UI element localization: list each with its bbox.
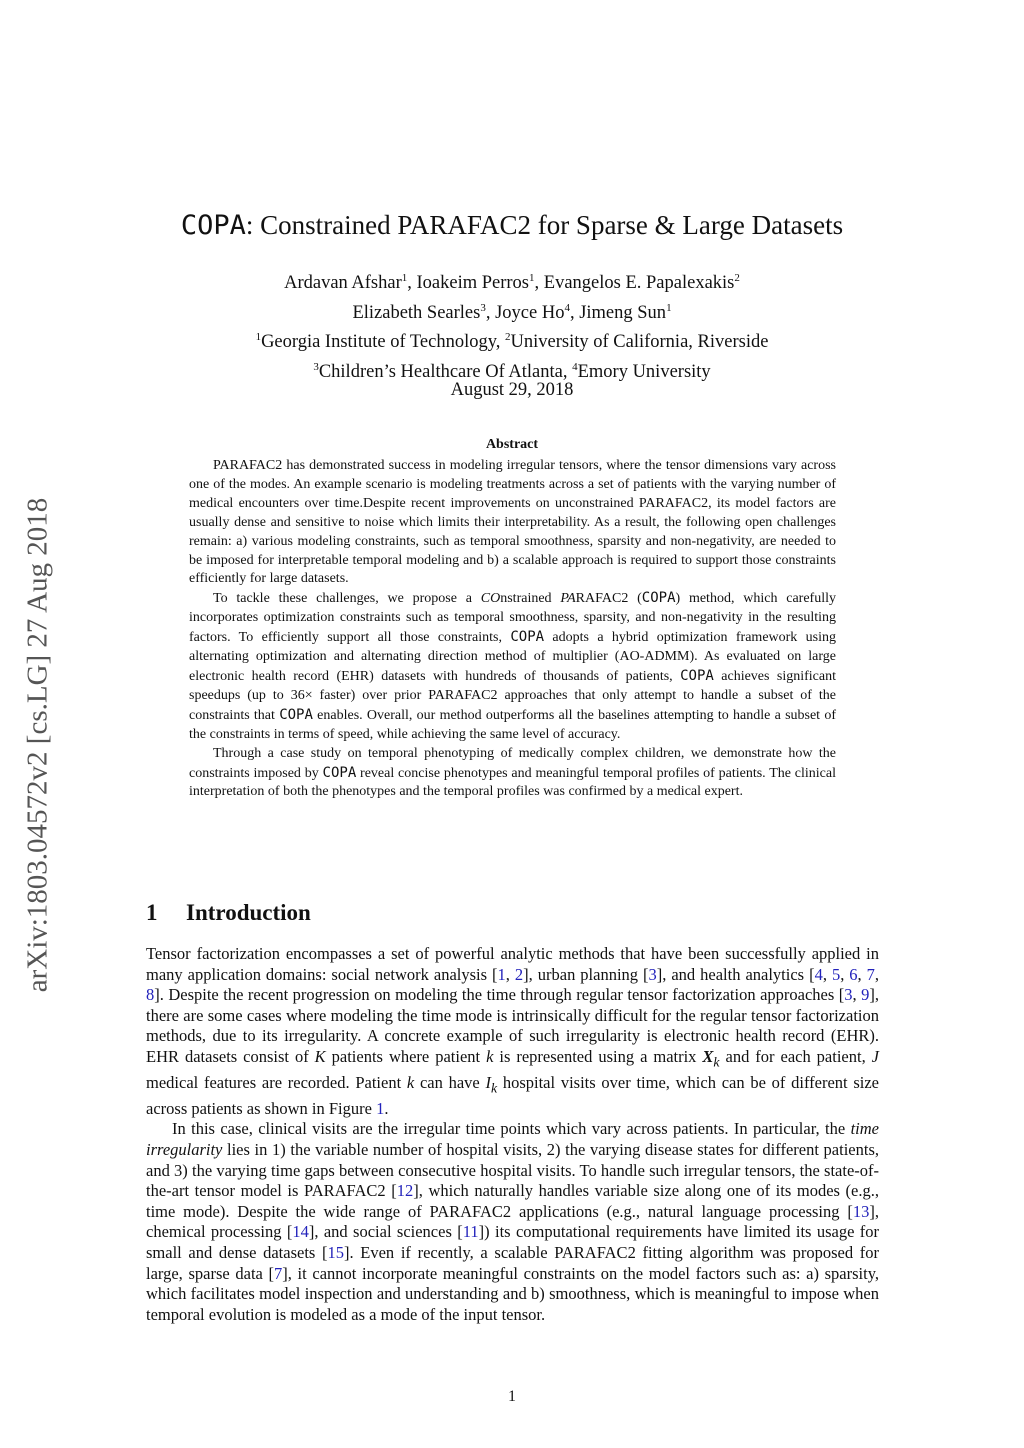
author-sup: 1	[666, 301, 672, 314]
affiliation-sup: 4	[572, 360, 578, 373]
author-name: , Joyce Ho	[485, 302, 565, 323]
affiliation: Children’s Healthcare Of Atlanta,	[318, 362, 573, 383]
citation-link[interactable]: 2	[514, 964, 524, 984]
citation-link[interactable]: 7	[274, 1263, 283, 1283]
copa-mono: COPA	[510, 629, 545, 646]
affiliation-sup: 2	[505, 331, 511, 344]
citation-link[interactable]: 4	[814, 964, 823, 984]
abstract-paragraph-2: To tackle these challenges, we propose a COnstrained PARAFAC2 (COPA) method, which carefully incorporates optimization constraints such as temporal smoothness, sparsity, and non-negativity in the resulting factors. To efficiently support all those constraints, COPA adopts a hybrid optimization framework using alternating optimization and alternating direction method of multiplier (AO-ADMM). As evaluated on large electronic health record (EHR) datasets with hundreds of thousands of patients, COPA achieves significant speedups (up to 36× faster) over prior PARAFAC2 approaches that only attempt to handle a subset of the constraints that COPA enables. Overall, our method outperforms all the baselines attempting to handle a subset of the constraints in terms of speed, while achieving the same level of accuracy.	[189, 590, 836, 742]
citation-link[interactable]: 14	[292, 1222, 309, 1242]
figure-reference-link[interactable]: 1	[376, 1098, 385, 1118]
citation-link[interactable]: 8	[146, 985, 155, 1005]
affiliation: University of California, Riverside	[510, 332, 769, 353]
affiliation-line-1	[0, 325, 1024, 355]
citation-link[interactable]: 9	[861, 985, 870, 1005]
title-rest: : Constrained PARAFAC2 for Sparse & Large Datasets	[245, 210, 844, 240]
author-line-1	[0, 266, 1024, 296]
copa-mono: COPA	[279, 706, 313, 723]
abstract-heading: Abstract	[485, 437, 539, 452]
section-heading-introduction	[146, 900, 311, 926]
intro-paragraph-2: In this case, clinical visits are the irregular time points which vary across patients. In particular, the time irregularity lies in 1) the variable number of hospital visits, 2) the varying disease states for different patients, and 3) the varying time gaps between consecutive hospital visits. To handle such irregular tensors, the state-of-the-art tensor model is PARAFAC2 [12], which naturally handles variable size along one of its modes (e.g., time mode). Despite the wide range of PARAFAC2 applications (e.g., natural language processing [13], chemical processing [14], and social sciences [11]) its computational requirements have limited its usage for small and dense datasets [15]. Even if recently, a scalable PARAFAC2 fitting algorithm was proposed for large, sparse data [7], it cannot incorporate meaningful constraints on the model factors such as: a) sparsity, which facilitates model inspection and understanding and b) smoothness, which is meaningful to impose when temporal evolution is modeled as a mode of the input tensor.	[146, 1119, 880, 1324]
affiliation: Georgia Institute of Technology,	[261, 332, 506, 353]
section-number: 1	[146, 900, 158, 925]
author-name: , Jimeng Sun	[569, 302, 667, 323]
citation-link[interactable]: 11	[462, 1222, 479, 1242]
citation-link[interactable]: 6	[849, 964, 858, 984]
author-sup: 1	[401, 272, 408, 284]
author-line-2	[0, 296, 1024, 326]
citation-link[interactable]: 5	[831, 964, 841, 984]
author-name: Ardavan Afshar	[284, 273, 402, 294]
citation-link[interactable]: 1	[497, 964, 506, 984]
affiliation-sup: 1	[255, 331, 262, 344]
abstract-body	[189, 457, 836, 802]
author-sup: 2	[734, 272, 740, 284]
author-sup: 1	[529, 272, 535, 284]
affiliation-sup: 3	[313, 360, 319, 373]
copa-mono: COPA	[680, 667, 714, 684]
citation-link[interactable]: 15	[327, 1242, 344, 1262]
copa-mono: COPA	[641, 590, 676, 607]
citation-link[interactable]: 12	[396, 1181, 414, 1201]
copa-mono: COPA	[322, 764, 357, 781]
title-method-name: COPA	[180, 210, 246, 241]
page-number: 1	[508, 1388, 516, 1405]
paper-title	[0, 205, 1024, 246]
citation-link[interactable]: 13	[852, 1201, 870, 1221]
section-title: Introduction	[186, 900, 311, 925]
citation-link[interactable]: 3	[844, 985, 853, 1005]
arxiv-watermark: arXiv:1803.04572v2 [cs.LG] 27 Aug 2018	[21, 497, 54, 993]
author-name: , Evangelos E. Papalexakis	[534, 273, 735, 294]
author-sup: 4	[564, 301, 570, 314]
abstract-paragraph-1: PARAFAC2 has demonstrated success in modeling irregular tensors, where the tensor dimensions vary across one of the modes. An example scenario is modeling treatments across a set of patients with the varying number of medical encounters over time.Despite recent improvements on unconstrained PARAFAC2, its model factors are usually dense and sensitive to noise which limits their interpretability. As a result, the following open challenges remain: a) various modeling constraints, such as temporal smoothness, sparsity and non-negativity, are needed to be imposed for interpretable temporal modeling and b) a scalable approach is required to support those constraints efficiently for large datasets.	[189, 458, 836, 587]
intro-paragraph-1: Tensor factorization encompasses a set of powerful analytic methods that have been successfully applied in many application domains: social network analysis [1, 2], urban planning [3], and health analytics [4, 5, 6, 7, 8]. Despite the recent progression on modeling the time through regular tensor factorization approaches [3, 9], there are some cases where modeling the time mode is intrinsically difficult for the regular tensor factorization methods, due to its irregularity. A concrete example of such irregularity is electronic health record (EHR). EHR datasets consist of K patients where patient k is represented using a matrix $X_k$ and for each patient, J medical features are recorded. Patient k can have $I_k$ hospital visits over time, which can be of different size across patients as shown in Figure 1.	[146, 944, 880, 1118]
paper-date: August 29, 2018	[450, 380, 574, 400]
author-name: Elizabeth Searles	[352, 302, 481, 323]
author-name: , Ioakeim Perros	[407, 273, 530, 294]
citation-link[interactable]: 7	[866, 964, 875, 984]
citation-link[interactable]: 3	[648, 964, 657, 984]
affiliation: Emory University	[577, 362, 711, 383]
author-block	[0, 266, 1024, 385]
introduction-body	[146, 944, 879, 1325]
author-sup: 3	[480, 301, 486, 314]
abstract-paragraph-3: Through a case study on temporal phenotyping of medically complex children, we demonstrate how the constraints imposed by COPA reveal concise phenotypes and meaningful temporal profiles of patients. The clinical interpretation of both the phenotypes and the temporal profiles was confirmed by a medical expert.	[189, 745, 836, 800]
